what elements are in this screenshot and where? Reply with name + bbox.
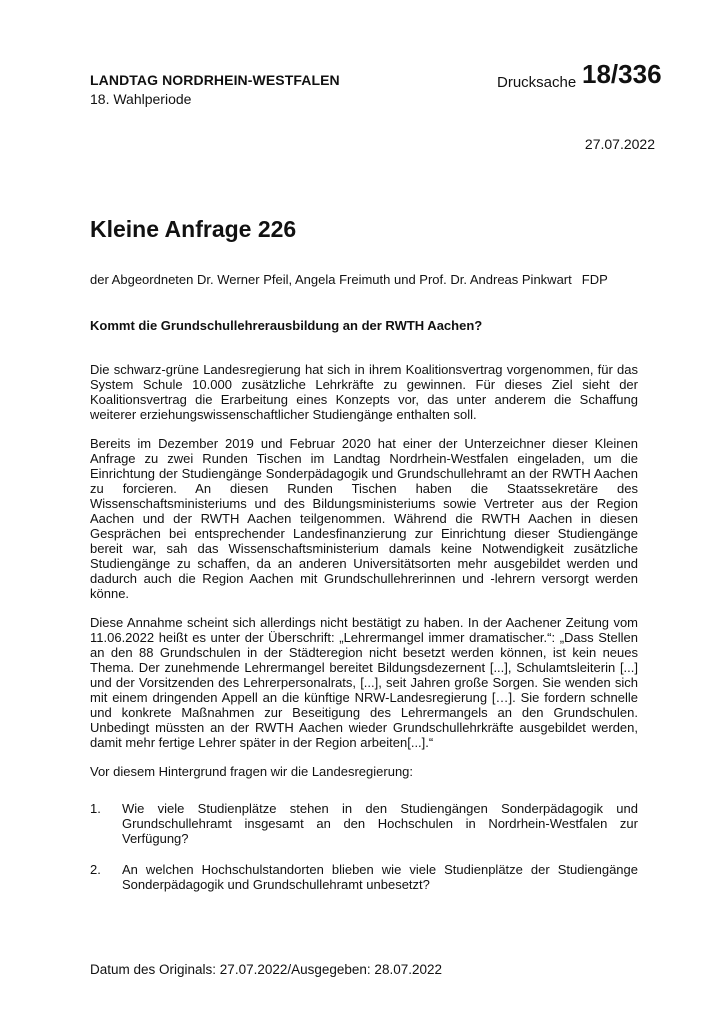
organization-name: LANDTAG NORDRHEIN-WESTFALEN bbox=[90, 72, 340, 88]
question-item bbox=[90, 862, 638, 892]
document-subject: Kommt die Grundschullehrerausbildung an der RWTH Aachen? bbox=[90, 318, 483, 333]
document-title: Kleine Anfrage 226 bbox=[90, 216, 297, 242]
body-paragraph: Vor diesem Hintergrund fragen wir die Landesregierung: bbox=[90, 764, 414, 779]
drucksache-number: 18/336 bbox=[582, 59, 662, 89]
document-body bbox=[90, 362, 638, 908]
body-paragraph: Diese Annahme scheint sich allerdings nicht bestätigt zu haben. In der Aachener Zeitung vom 11.06.2022 heißt es unter der Überschrift: „Lehrermangel immer dramatischer.“: „Dass Stellen an den 88 Grundschulen in der Städteregion nicht besetzt werden können, ist kein neues Thema. Der zunehmende Lehrermangel bereitet Bildungsdezernent [...], Schulamtsleiterin [...] und der Vorsitzenden des Lehrerpersonalrats, [...], seit Jahren große Sorgen. Sie wenden sich mit einem dringenden Appell an die künftige NRW-Landesregierung […]. Sie fordern schnelle und konkrete Maßnahmen zur Beseitigung des Lehrermangels an den Grundschulen. Unbedingt müssten an der RWTH Aachen wieder Grundschullehrkräfte ausgebildet werden, damit mehr fertige Lehrer später in der Region arbeiten[...].“ bbox=[90, 615, 638, 750]
question-number: 1. bbox=[90, 801, 101, 816]
document-date: 27.07.2022 bbox=[584, 136, 655, 152]
question-text: An welchen Hochschulstandorten blieben wie viele Studienplätze der Studiengänge Sonderpädagogik und Grundschullehramt unbesetzt? bbox=[122, 862, 638, 892]
party-name: FDP bbox=[581, 272, 608, 287]
authors-line bbox=[90, 272, 608, 287]
footer-dates: Datum des Originals: 27.07.2022/Ausgegeben: 28.07.2022 bbox=[90, 962, 443, 977]
body-paragraph: Bereits im Dezember 2019 und Februar 2020 hat einer der Unterzeichner dieser Kleinen Anfrage zu zwei Runden Tischen im Landtag Nordrhein-Westfalen eingeladen, um die Einrichtung der Studiengänge Sonderpädagogik und Grundschullehramt an der RWTH Aachen zu forcieren. An diesen Runden Tischen haben die Staatssekretäre des Wissenschaftsministeriums und des Bildungsministeriums sowie Vertreter aus der Region Aachen und der RWTH Aachen teilgenommen. Während die RWTH Aachen in diesen Gesprächen bei entsprechender Landesfinanzierung zur Einrichtung dieser Studiengänge bereit war, sah das Wissenschaftsministerium damals keine Notwendigkeit zusätzliche Studiengänge zu schaffen, da an anderen Universitätsorten mehr ausgebildet werden und dadurch auch die Region Aachen mit Grundschullehrerinnen und -lehrern versorgt werden könne. bbox=[90, 436, 638, 601]
drucksache-label: Drucksache bbox=[497, 74, 577, 91]
question-text: Wie viele Studienplätze stehen in den Studiengängen Sonderpädagogik und Grundschullehramt insgesamt an den Hochschulen in Nordrhein-Westfalen zur Verfügung? bbox=[122, 801, 638, 846]
authors-names: der Abgeordneten Dr. Werner Pfeil, Angela Freimuth und Prof. Dr. Andreas Pinkwart bbox=[90, 272, 572, 287]
question-item bbox=[90, 801, 638, 846]
question-number: 2. bbox=[90, 862, 101, 877]
legislative-period: 18. Wahlperiode bbox=[90, 91, 192, 107]
body-paragraph: Die schwarz-grüne Landesregierung hat sich in ihrem Koalitionsvertrag vorgenommen, für das System Schule 10.000 zusätzliche Lehrkräfte zu gewinnen. Für dieses Ziel sieht der Koalitionsvertrag die Erarbeitung eines Konzepts vor, das unter anderem die Schaffung weiterer erziehungswissenschaftlicher Studiengänge enthalten soll. bbox=[90, 362, 638, 422]
